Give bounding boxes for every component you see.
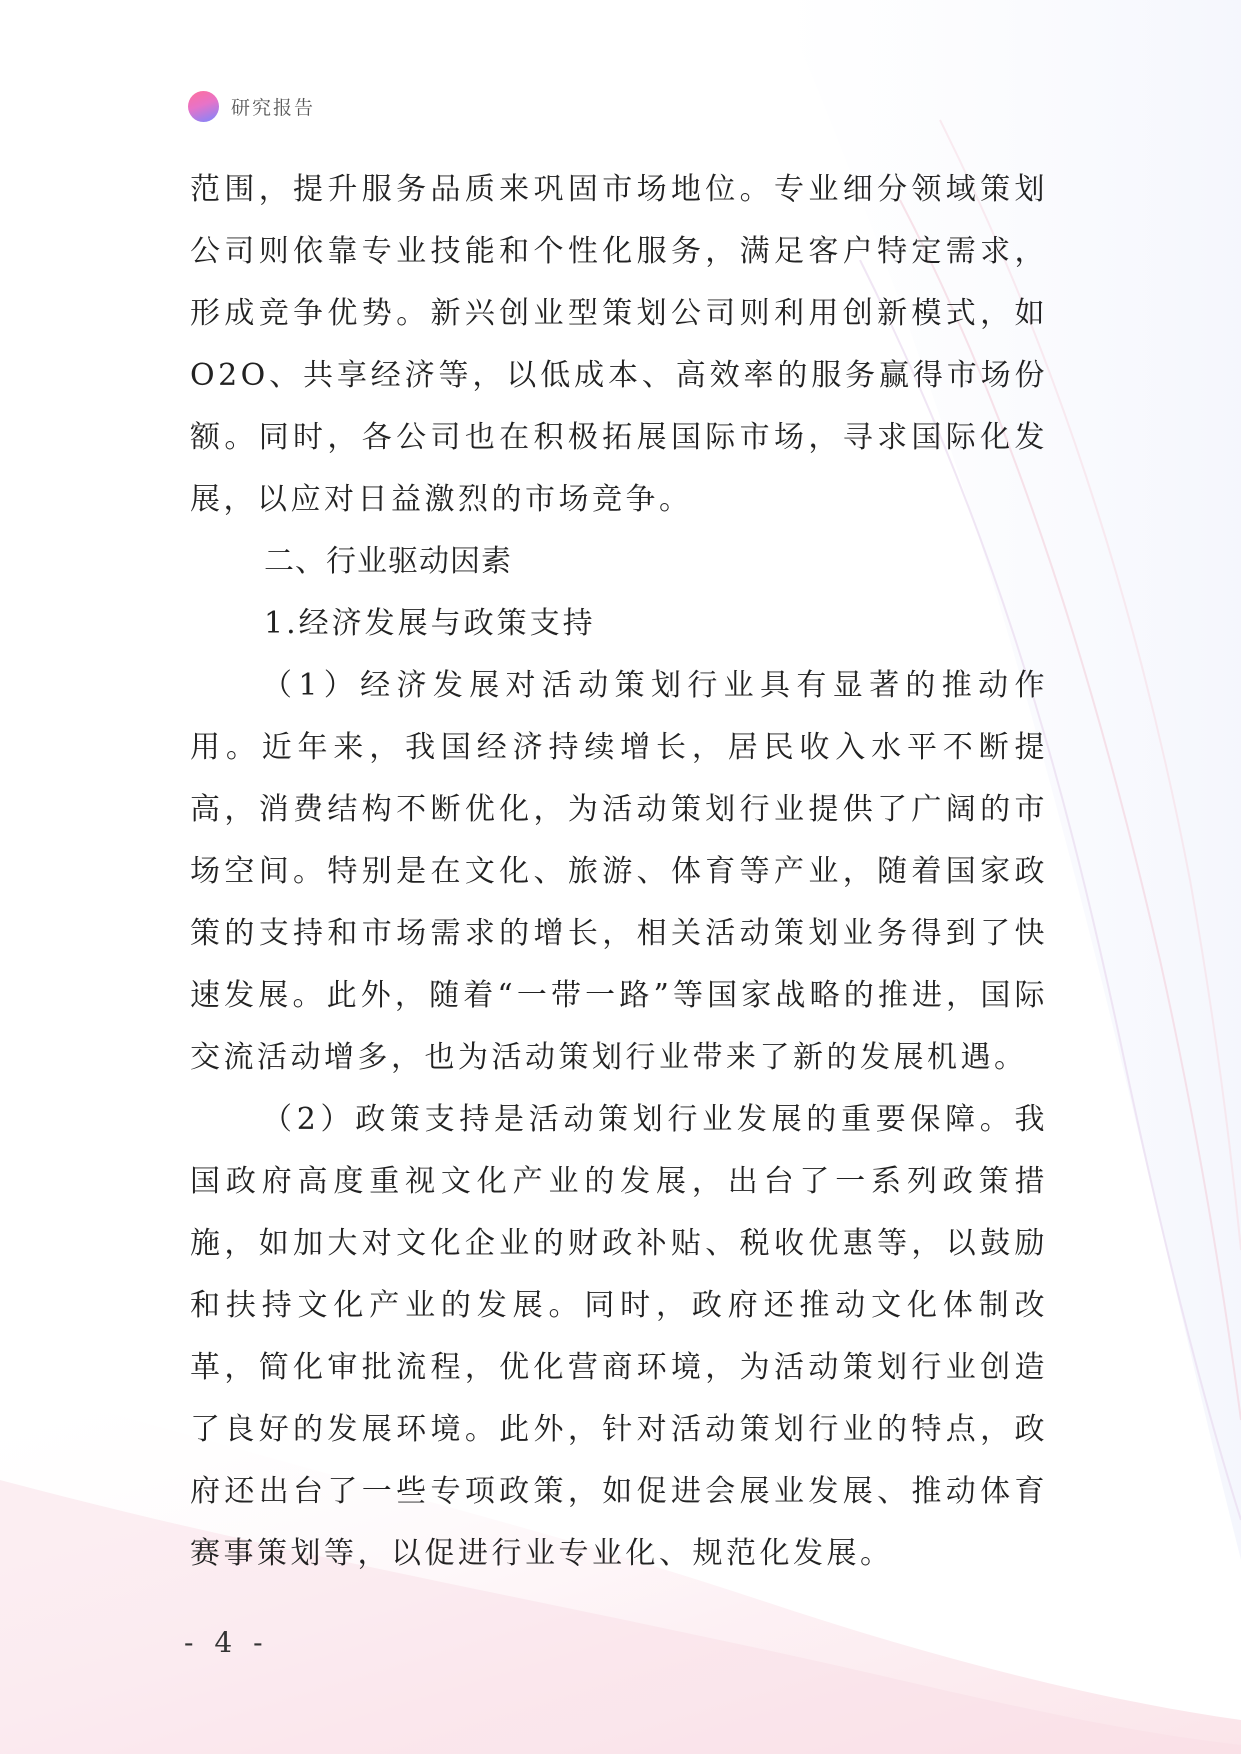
paragraph-2: （1）经济发展对活动策划行业具有显著的推动作用。近年来，我国经济持续增长，居民收入水平不断提高，消费结构不断优化，为活动策划行业提供了广阔的市场空间。特别是在文化、旅游、体育等产业，随着国家政策的支持和市场需求的增长，相关活动策划业务得到了快速发展。此外，随着“一带一路”等国家战略的推进，国际交流活动增多，也为活动策划行业带来了新的发展机遇。 [190, 668, 1048, 1075]
page-header [188, 89, 315, 123]
section-heading: 二、行业驱动因素 [264, 544, 512, 579]
page-number: - 4 - [184, 1626, 269, 1659]
header-title: 研究报告 [231, 96, 316, 119]
document-body [190, 159, 1048, 1585]
subsection-heading: 1.经济发展与政策支持 [264, 606, 596, 641]
paragraph-3: （2）政策支持是活动策划行业发展的重要保障。我国政府高度重视文化产业的发展，出台了一系列政策措施，如加大对文化企业的财政补贴、税收优惠等，以鼓励和扶持文化产业的发展。同时，政府还推动文化体制改革，简化审批流程，优化营商环境，为活动策划行业创造了良好的发展环境。此外，针对活动策划行业的特点，政府还出台了一些专项政策，如促进会展业发展、推动体育赛事策划等，以促进行业专业化、规范化发展。 [190, 1102, 1048, 1571]
paragraph-1: 范围，提升服务品质来巩固市场地位。专业细分领域策划公司则依靠专业技能和个性化服务，满足客户特定需求，形成竞争优势。新兴创业型策划公司则利用创新模式，如O2O、共享经济等，以低成本、高效率的服务赢得市场份额。同时，各公司也在积极拓展国际市场，寻求国际化发展，以应对日益激烈的市场竞争。 [190, 172, 1048, 517]
logo-circle-icon [188, 91, 219, 122]
